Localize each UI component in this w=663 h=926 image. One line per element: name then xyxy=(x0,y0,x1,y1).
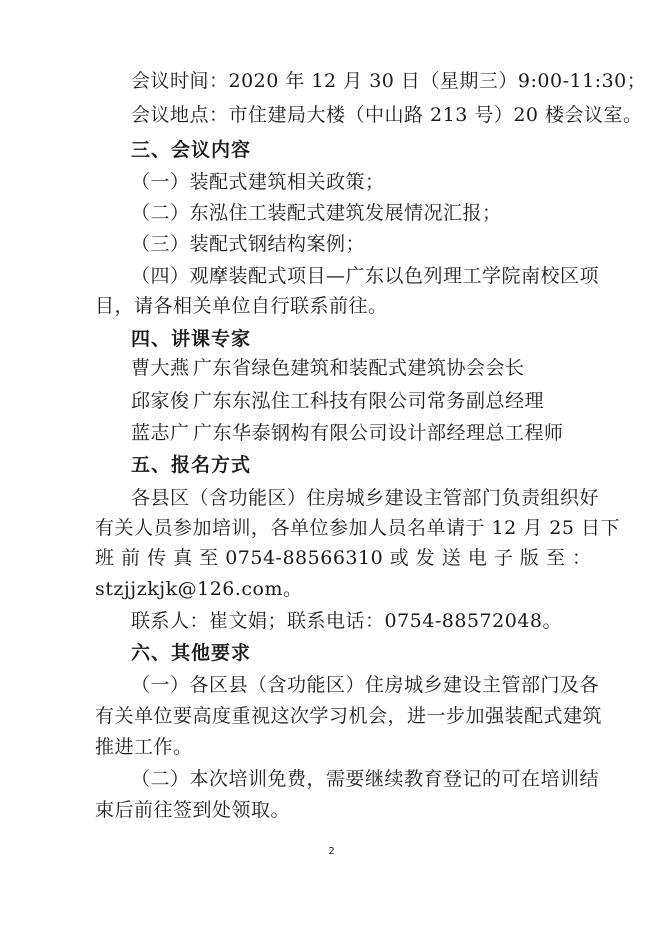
expert-title: 广东东泓住工科技有限公司常务副总经理 xyxy=(193,390,545,412)
meeting-time: 会议时间：2020 年 12 月 30 日（星期三）9:00-11:30； xyxy=(131,70,647,92)
page-number: 2 xyxy=(328,846,335,857)
registration-line-3: 班 前 传 真 至 0754-88566310 或 发 送 电 子 版 至 ： xyxy=(95,547,592,569)
content-item-1: （一）装配式建筑相关政策； xyxy=(131,171,385,193)
requirement-1-line-2: 有关单位要高度重视这次学习机会，进一步加强装配式建筑 xyxy=(95,705,603,727)
expert-row xyxy=(131,421,564,445)
expert-title: 广东华泰钢构有限公司设计部经理总工程师 xyxy=(193,422,564,444)
content-item-3: （三）装配式钢结构案例； xyxy=(131,233,366,255)
expert-name: 曹大燕 xyxy=(131,357,190,379)
section-heading-other: 六、其他要求 xyxy=(131,642,252,664)
expert-row xyxy=(131,389,544,413)
content-item-4-continued: 目，请各相关单位自行联系前往。 xyxy=(95,295,388,317)
requirement-1-line-3: 推进工作。 xyxy=(95,736,193,758)
registration-contact: 联系人：崔文娟；联系电话：0754-88572048。 xyxy=(131,610,562,632)
content-item-2: （二）东泓住工装配式建筑发展情况汇报； xyxy=(131,202,502,224)
requirement-2-line-2: 束后前往签到处领取。 xyxy=(95,799,291,821)
requirement-1-line-1: （一）各区县（含功能区）住房城乡建设主管部门及各 xyxy=(131,674,600,696)
registration-line-2: 有关人员参加培训，各单位参加人员名单请于 12 月 25 日下 xyxy=(95,517,621,539)
registration-email: stzjjzkjk@126.com。 xyxy=(95,578,303,600)
content-item-4: （四）观摩装配式项目—广东以色列理工学院南校区项 xyxy=(131,265,600,287)
section-heading-experts: 四、讲课专家 xyxy=(131,328,252,350)
meeting-location: 会议地点：市住建局大楼（中山路 213 号）20 楼会议室。 xyxy=(131,104,643,126)
expert-name: 邱家俊 xyxy=(131,390,190,412)
registration-line-1: 各县区（含功能区）住房城乡建设主管部门负责组织好 xyxy=(131,487,600,509)
requirement-2-line-1: （二）本次培训免费，需要继续教育登记的可在培训结 xyxy=(131,768,600,790)
expert-name: 蓝志广 xyxy=(131,422,190,444)
expert-row xyxy=(131,356,525,380)
section-heading-registration: 五、报名方式 xyxy=(131,454,252,476)
section-heading-content: 三、会议内容 xyxy=(131,139,252,161)
expert-title: 广东省绿色建筑和装配式建筑协会会长 xyxy=(193,357,525,379)
